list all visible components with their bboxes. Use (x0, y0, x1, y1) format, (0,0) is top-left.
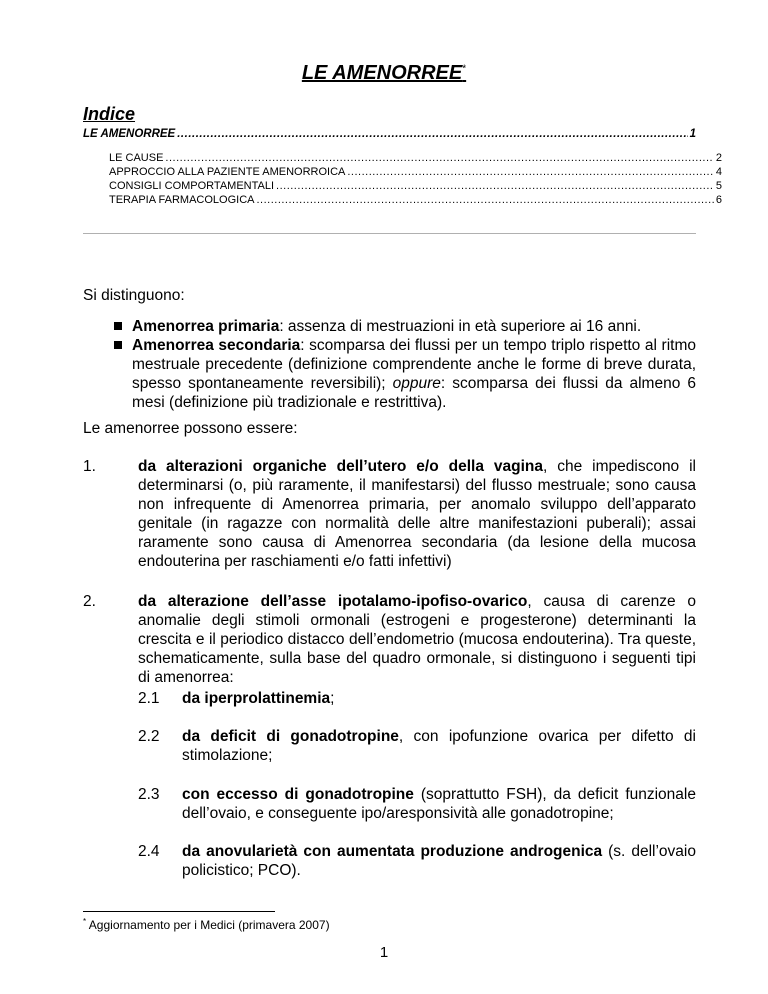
index-heading: Indice (83, 104, 136, 124)
toc-leader-dots (177, 128, 687, 140)
sub-item-text: (soprattutto FSH), da deficit funzionale dell’ovaio, e conseguente ipo/aresponsività alle gonadotropine; (182, 786, 696, 822)
sub-item-term: con eccesso di gonadotropine (182, 786, 414, 803)
title-footnote-mark: * (462, 63, 467, 75)
bullet-term: Amenorrea primaria (132, 318, 280, 335)
sub-item-2-1 (138, 689, 696, 708)
bullet-text: : scomparsa dei flussi per un tempo triplo rispetto al ritmo mestruale precedente (definizione comprendente anche le forme di breve durata, spesso spontaneamente reversibili); (132, 337, 696, 392)
item-term: da alterazioni organiche dell’utero e/o della vagina (138, 458, 543, 475)
square-bullet-icon (114, 322, 122, 330)
page-number: 1 (379, 944, 389, 961)
sub-item-term: da anovularietà con aumentata produzione androgenica (182, 843, 603, 860)
sub-item-text: ; (330, 690, 335, 707)
list-item (112, 336, 696, 412)
footnote-mark: * (83, 917, 87, 926)
toc-entry-page: 4 (715, 166, 722, 178)
item-number: 2. (83, 593, 96, 610)
item-text: , che impediscono il determinarsi (o, più raramente, il manifestarsi) del flusso mestruale; sono causa non infrequente di Amenorrea primaria, per anomalo sviluppo dell’apparato genitale (in ragazze con normalità delle altre manifestazioni puberali); assai raramente sono causa di Amenorrea secondaria (da lesione della mucosa endouterina per raschiamenti e/o fatti infettivi) (138, 458, 696, 570)
toc-leader-dots (276, 180, 714, 192)
sub-item-number: 2.2 (138, 728, 160, 745)
sub-item-2-2 (138, 727, 696, 765)
title-text: LE AMENORREE (301, 62, 463, 84)
bullet-emphasis: oppure (392, 375, 441, 392)
list-item (112, 317, 696, 336)
item-number: 1. (83, 458, 96, 475)
footnote-separator (83, 911, 275, 912)
toc-entry-label: LE CAUSE (109, 152, 164, 164)
toc-entry-page: 5 (715, 180, 722, 192)
sub-item-number: 2.1 (138, 690, 160, 707)
sub-item-number: 2.3 (138, 786, 160, 803)
footnote (83, 917, 330, 932)
numbered-item-2 (83, 592, 696, 687)
section-divider (83, 233, 696, 234)
intro-paragraph: Si distinguono: (83, 287, 185, 304)
toc-entry-consigli[interactable] (83, 180, 722, 194)
amenorrhea-definitions-list (112, 317, 696, 412)
toc-entry-terapia[interactable] (83, 194, 722, 208)
toc-entry-page: 1 (689, 128, 696, 140)
toc-entry-label: CONSIGLI COMPORTAMENTALI (109, 180, 275, 192)
toc-leader-dots (165, 152, 713, 164)
item-term: da alterazione dell’asse ipotalamo-ipofiso-ovarico (138, 593, 528, 610)
sub-item-text: , con ipofunzione ovarica per difetto di stimolazione; (182, 728, 696, 764)
square-bullet-icon (114, 341, 122, 349)
sub-item-2-4 (138, 842, 696, 880)
toc-main-entry[interactable] (83, 128, 696, 142)
toc-entry-approccio[interactable] (83, 166, 722, 180)
bullet-text: : assenza di mestruazioni in età superiore ai 16 anni. (279, 318, 642, 335)
sub-item-number: 2.4 (138, 843, 160, 860)
sub-item-term: da iperprolattinemia (182, 690, 331, 707)
toc-entry-page: 2 (715, 152, 722, 164)
item-text: , causa di carenze o anomalie degli stimoli ormonali (estrogeni e progesterone) determinanti la crescita e il periodico distacco dell’endometrio (mucosa endouterina). Tra queste, schematicamente, sulla base del quadro ormonale, si distinguono i seguenti tipi di amenorrea: (138, 593, 696, 686)
toc-entry-le-cause[interactable] (83, 152, 722, 166)
toc-leader-dots (256, 194, 713, 206)
toc-entry-page: 6 (715, 194, 722, 206)
toc-leader-dots (347, 166, 714, 178)
toc-entry-label: LE AMENORREE (83, 128, 176, 140)
numbered-item-1 (83, 457, 696, 571)
types-intro-paragraph: Le amenorree possono essere: (83, 420, 298, 437)
sub-item-text: (s. dell’ovaio policistico; PCO). (182, 843, 696, 879)
sub-item-term: da deficit di gonadotropine (182, 728, 399, 745)
sub-item-2-3 (138, 785, 696, 823)
bullet-term: Amenorrea secondaria (132, 337, 301, 354)
toc-entry-label: TERAPIA FARMACOLOGICA (109, 194, 255, 206)
document-title (0, 62, 768, 85)
bullet-text: : scomparsa dei flussi da almeno 6 mesi (definizione più tradizionale e restrittiva). (132, 375, 696, 411)
toc-entry-label: APPROCCIO ALLA PAZIENTE AMENORROICA (109, 166, 346, 178)
footnote-text: Aggiornamento per i Medici (primavera 2007) (86, 918, 330, 932)
